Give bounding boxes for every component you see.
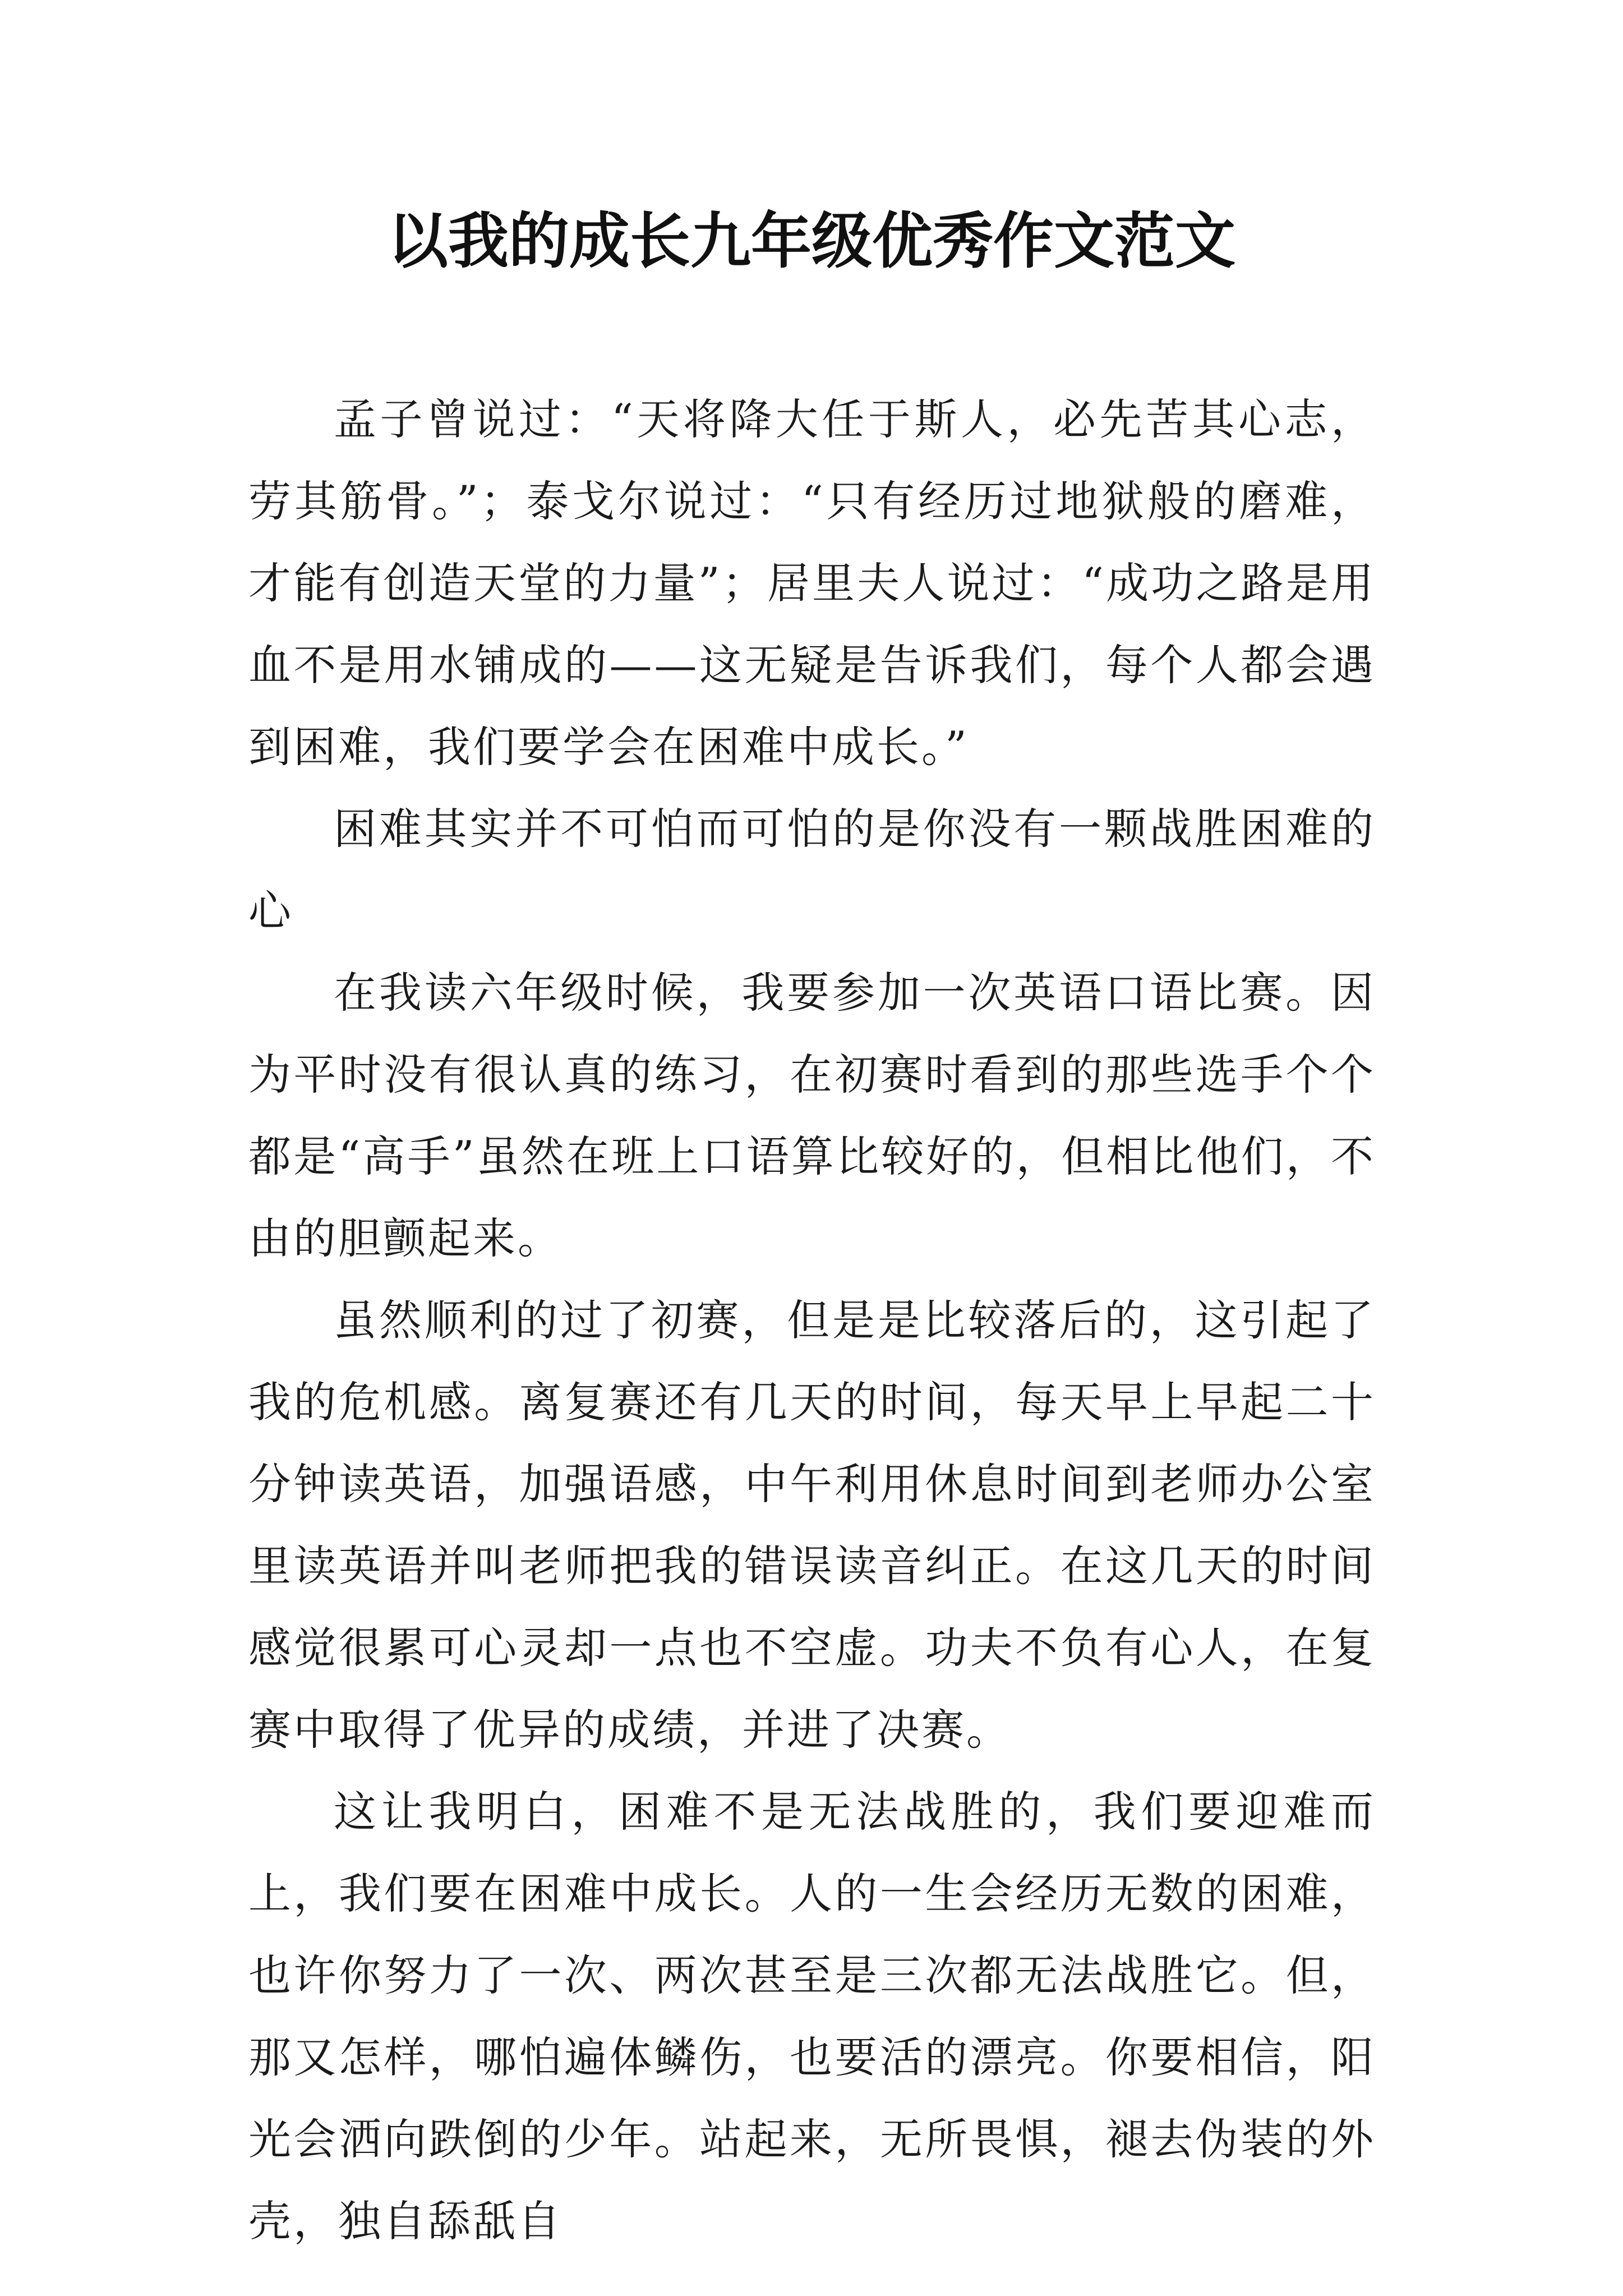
paragraph: 在我读六年级时候，我要参加一次英语口语比赛。因为平时没有很认真的练习，在初赛时看到的那些选手个个都是“高手”虽然在班上口语算比较好的，但相比他们，不由的胆颤起来。 [248,968,1376,1263]
paragraph: 这让我明白，困难不是无法战胜的，我们要迎难而上，我们要在困难中成长。人的一生会经历无数的困难，也许你努力了一次、两次甚至是三次都无法战胜它。但，那又怎样，哪怕遍体鳞伤，也要活的漂亮。你要相信，阳光会洒向跌倒的少年。站起来，无所畏惧，褪去伪装的外壳，独自舔舐自 [248,1787,1376,2246]
paragraph: 困难其实并不可怕而可怕的是你没有一颗战胜困难的心 [248,804,1376,936]
document-body [248,379,1376,2262]
document-title: 以我的成长九年级优秀作文范文 [387,206,1235,277]
paragraph: 虽然顺利的过了初赛，但是是比较落后的，这引起了我的危机感。离复赛还有几天的时间，每天早上早起二十分钟读英语，加强语感，中午利用休息时间到老师办公室里读英语并叫老师把我的错误读音纠正。在这几天的时间感觉很累可心灵却一点也不空虚。功夫不负有心人，在复赛中取得了优异的成绩，并进了决赛。 [248,1295,1376,1755]
paragraph: 孟子曾说过：“天将降大任于斯人，必先苦其心志，劳其筋骨。”；泰戈尔说过：“只有经历过地狱般的磨难，才能有创造天堂的力量”；居里夫人说过：“成功之路是用血不是用水铺成的——这无疑是告诉我们，每个人都会遇到困难，我们要学会在困难中成长。” [248,394,1376,772]
